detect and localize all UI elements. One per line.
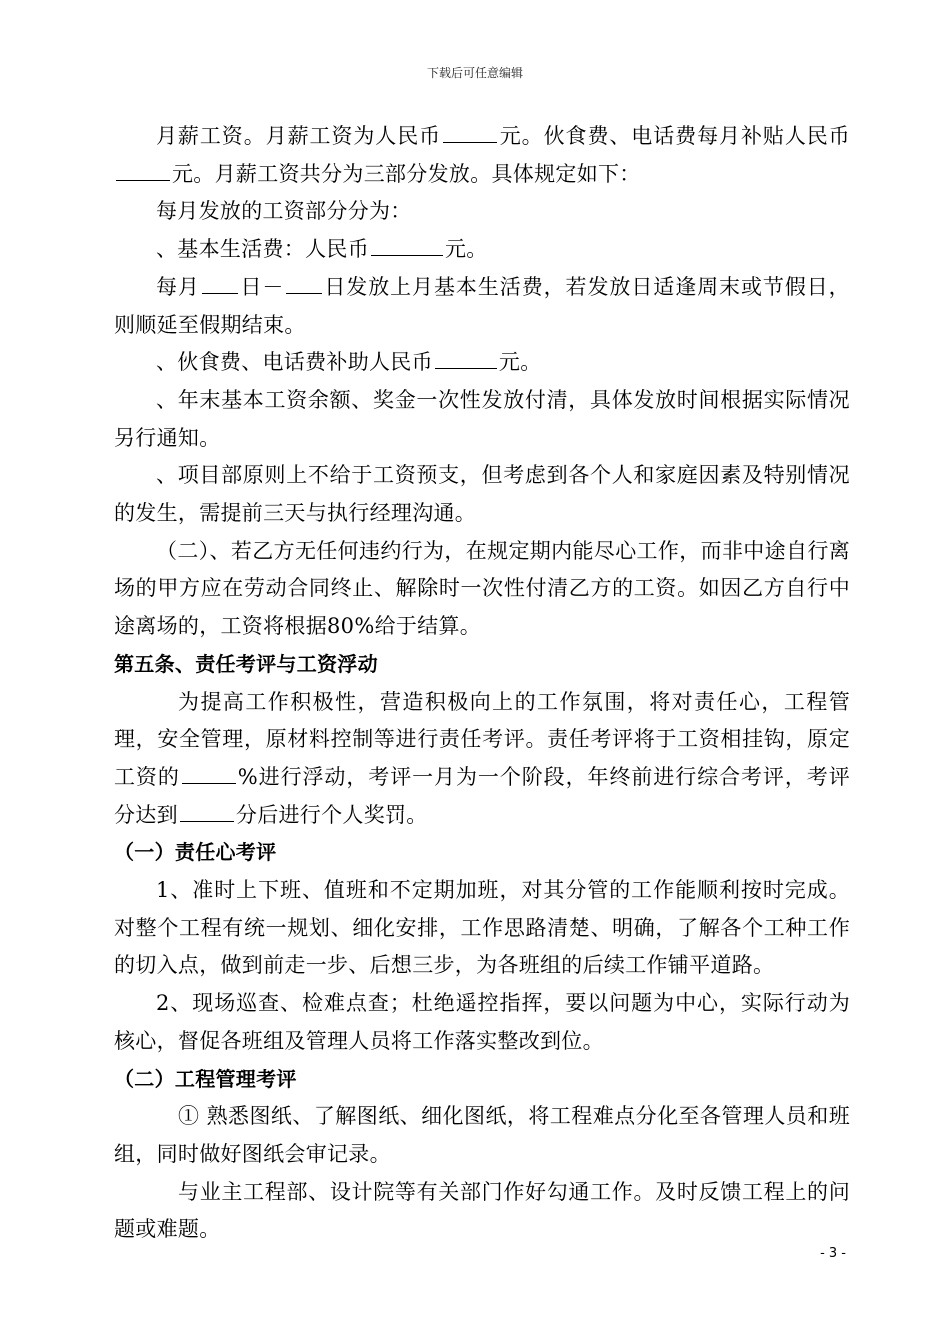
paragraph: （二）、若乙方无任何违约行为，在规定期内能尽心工作，而非中途自行离场的甲方应在劳动合同终止、解除时一次性付清乙方的工资。如因乙方自行中途离场的，工资将根据80%给于结算。: [114, 538, 850, 639]
paragraph: ① 熟悉图纸、了解图纸、细化图纸，将工程难点分化至各管理人员和班组，同时做好图纸会审记录。: [114, 1104, 850, 1166]
page-number: - 3 -: [820, 1246, 846, 1261]
page-header: 下载后可任意编辑: [426, 66, 523, 80]
blank-field: [202, 271, 238, 294]
paragraph-basic-living: 、基本生活费：人民币 元。: [114, 231, 850, 269]
blank-field: [180, 799, 234, 822]
blank-field: [443, 120, 497, 143]
paragraph: 、年末基本工资余额、奖金一次性发放付清，具体发放时间根据实际情况另行通知。: [114, 387, 850, 450]
blank-field: [116, 158, 170, 181]
paragraph-monthly-salary: 月薪工资。月薪工资为人民币 元。伙食费、电话费每月补贴人民币元。月薪工资共分为三部分发放。具体规定如下：: [114, 118, 850, 193]
paragraph: 1、准时上下班、值班和不定期加班，对其分管的工作能顺利按时完成。对整个工程有统一规划、细化安排，工作思路清楚、明确，了解各个工种工作的切入点，做到前走一步、后想三步，为各班组的后续工作铺平道路。: [114, 878, 850, 978]
paragraph-pay-date: 每月 日－ 日发放上月基本生活费，若发放日适逢周末或节假日，则顺延至假期结束。: [114, 269, 850, 344]
blank-field: [435, 346, 497, 369]
paragraph: 与业主工程部、设计院等有关部门作好勾通工作。及时反馈工程上的问题或难题。: [114, 1179, 850, 1242]
section-heading: 第五条、责任考评与工资浮动: [114, 651, 378, 676]
paragraph: 、项目部原则上不给于工资预支，但考虑到各个人和家庭因素及特别情况的发生，需提前三天与执行经理沟通。: [114, 463, 850, 526]
paragraph: 每月发放的工资部分分为：: [156, 199, 412, 224]
blank-field: [286, 271, 322, 294]
blank-field: [371, 233, 443, 256]
paragraph-meal-phone: 、伙食费、电话费补助人民币 元。: [114, 344, 850, 382]
subsection-heading: （二）工程管理考评: [114, 1066, 297, 1091]
subsection-heading: （一）责任心考评: [114, 840, 277, 865]
blank-field: [182, 761, 236, 784]
paragraph-evaluation: 为提高工作积极性，营造积极向上的工作氛围，将对责任心，工程管理，安全管理，原材料控制等进行责任考评。责任考评将于工资相挂钩，原定工资的 %进行浮动，考评一月为一个阶段，年终前进行综合考评，考评分达到 分后进行个人奖罚。: [114, 689, 850, 827]
document-body: [114, 118, 850, 1249]
paragraph: 2、现场巡查、检难点查；杜绝遥控指挥，要以问题为中心，实际行动为核心，督促各班组及管理人员将工作落实整改到位。: [114, 991, 850, 1053]
